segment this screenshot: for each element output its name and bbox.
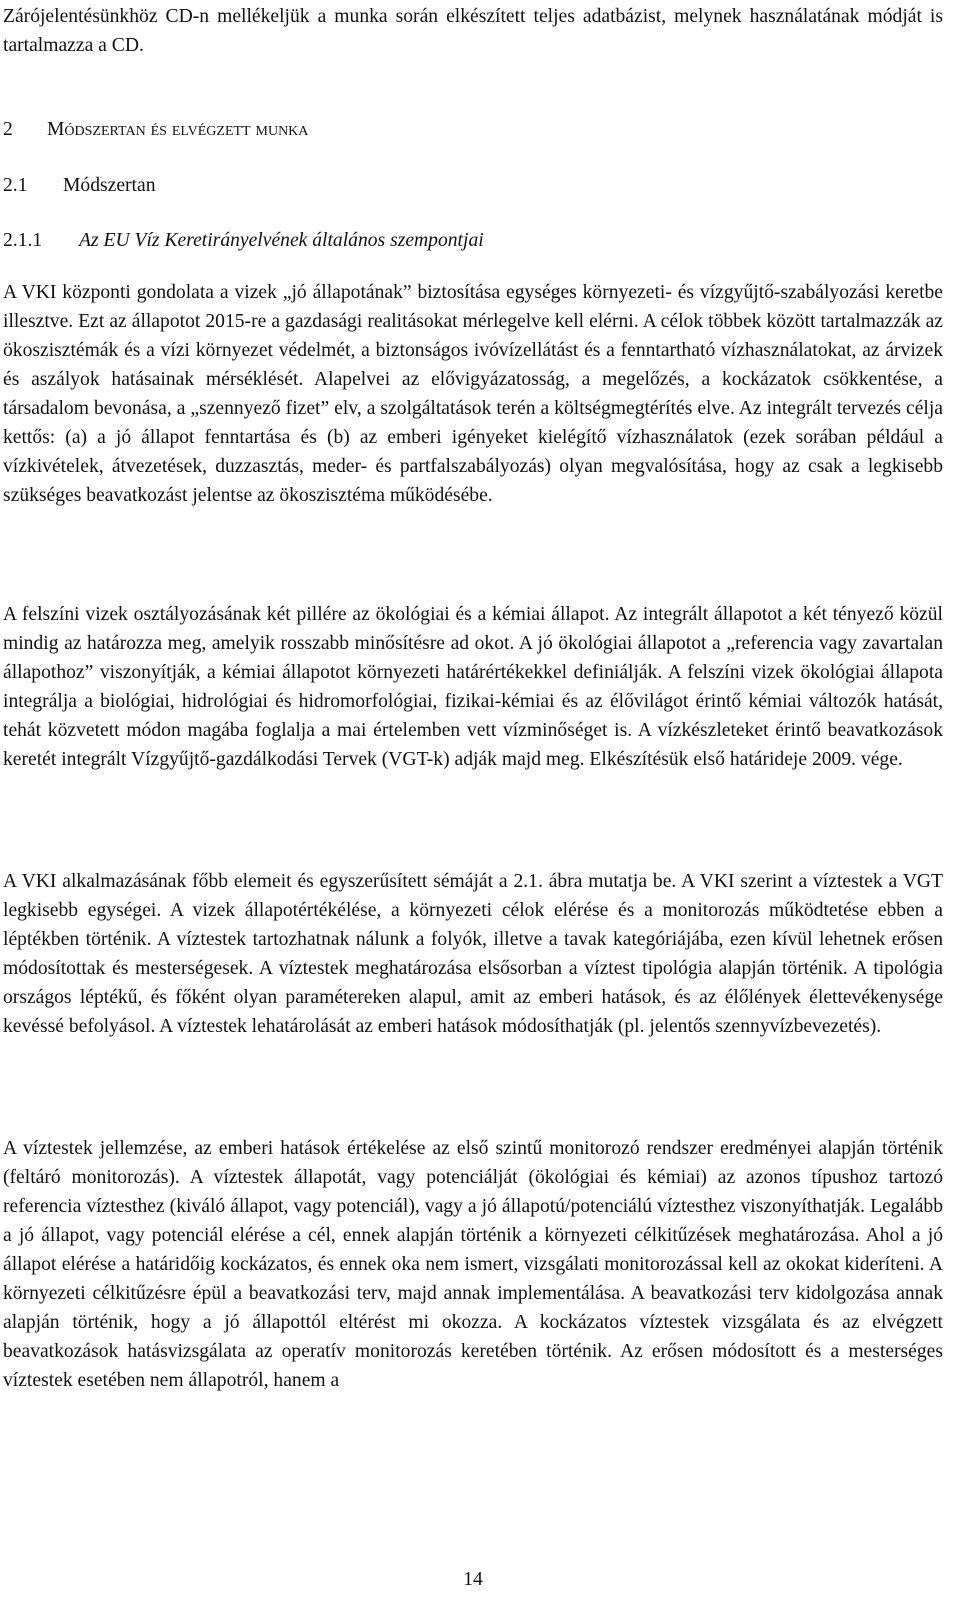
section-heading-level1 [3,115,308,144]
section-heading-level2 [3,171,156,200]
body-paragraph: A VKI központi gondolata a vizek „jó állapotának” biztosítása egységes környezeti- és vízgyűjtő-szabályozási keretbe illesztve. Ezt az állapotot 2015-re a gazdasági realitásokat mérlegelve kell elérni. A célok többek között tartalmazzák az ökoszisztémák és a vízi környezet védelmét, a biztonságos ivóvízellátást és a fenntartható vízhasználatokat, az árvizek és aszályok hatásainak mérséklését. Alapelvei az elővigyázatosság, a megelőzés, a kockázatok csökkentése, a társadalom bevonása, a „szennyező fizet” elv, a szolgáltatások terén a költségmegtérítés elve. Az integrált tervezés célja kettős: (a) a jó állapot fenntartása és (b) az emberi igényeket kielégítő vízhasználatok (ezek sorában például a vízkivételek, átvezetések, duzzasztás, meder- és partfalszabályozás) olyan megvalósítása, hogy az csak a legkisebb szükséges beavatkozást jelentse az ökoszisztéma működésébe. [3,282,943,506]
subsubsection-title: Az EU Víz Keretirányelvének általános szempontjai [79,230,484,251]
page-number: 14 [463,1569,483,1590]
body-paragraph: A felszíni vizek osztályozásának két pillére az ökológiai és a kémiai állapot. Az integrált állapotot a két tényező közül mindig az határozza meg, amelyik rosszabb minősítésre ad okot. A jó ökológiai állapotot a „referencia vagy zavartalan állapothoz” viszonyítják, a kémiai állapotot környezeti határértékekkel definiálják. A felszíni vizek ökológiai állapota integrálja a biológiai, hidrológiai és hidromorfológiai, fizikai-kémiai és az élővilágot érintő kémiai változók hatását, tehát közvetett módon magába foglalja a mai értelemben vett vízminőséget is. A vízkészleteket érintő beavatkozások keretét integrált Vízgyűjtő-gazdálkodási Tervek (VGT-k) adják majd meg. Elkészítésük első határideje 2009. vége. [3,604,943,770]
section-title: Módszertan és elvégzett munka [47,119,309,140]
subsection-title: Módszertan [63,175,156,196]
subsubsection-number: 2.1.1 [3,230,43,251]
section-heading-level3 [3,226,484,255]
subsection-number: 2.1 [3,175,28,196]
intro-paragraph: Zárójelentésünkhöz CD-n mellékeljük a munka során elkészített teljes adatbázist, melynek használatának módját is tartalmazza a CD. [3,6,943,56]
body-paragraph: A VKI alkalmazásának főbb elemeit és egyszerűsített sémáját a 2.1. ábra mutatja be. A VKI szerint a víztestek a VGT legkisebb egységei. A vizek állapotértékélése, a környezeti célok elérése és a monitorozás működtetése ebben a léptékben történik. A víztestek tartozhatnak nálunk a folyók, illetve a tavak kategóriájába, ezen kívül lehetnek erősen módosítottak és mesterségesek. A víztestek meghatározása elsősorban a víztest tipológia alapján történik. A tipológia országos léptékű, és főként olyan paramétereken alapul, amit az emberi hatások, és az élőlények élettevékenysége kevéssé befolyásol. A víztestek lehatárolását az emberi hatások módosíthatják (pl. jelentős szennyvízbevezetés). [3,871,943,1037]
body-paragraph: A víztestek jellemzése, az emberi hatások értékelése az első szintű monitorozó rendszer eredményei alapján történik (feltáró monitorozás). A víztestek állapotát, vagy potenciálját (ökológiai és kémiai) az azonos típushoz tartozó referencia víztesthez (kiváló állapot, vagy potenciál), vagy a jó állapotú/potenciálú víztesthez viszonyíthatják. Legalább a jó állapot, vagy potenciál elérése a cél, ennek alapján történik a környezeti célkitűzések meghatározása. Ahol a jó állapot elérése a határidőig kockázatos, és ennek oka nem ismert, vizsgálati monitorozással kell az okokat kideríteni. A környezeti célkitűzésre épül a beavatkozási terv, majd annak implementálása. A beavatkozási terv kidolgozása annak alapján történik, hogy a jó állapottól eltérést mi okozza. A kockázatos víztestek vizsgálata és az elvégzett beavatkozások hatásvizsgálata az operatív monitorozás keretében történik. Az erősen módosított és a mesterséges víztestek esetében nem állapotról, hanem a [3,1138,943,1391]
section-number: 2 [3,119,13,140]
